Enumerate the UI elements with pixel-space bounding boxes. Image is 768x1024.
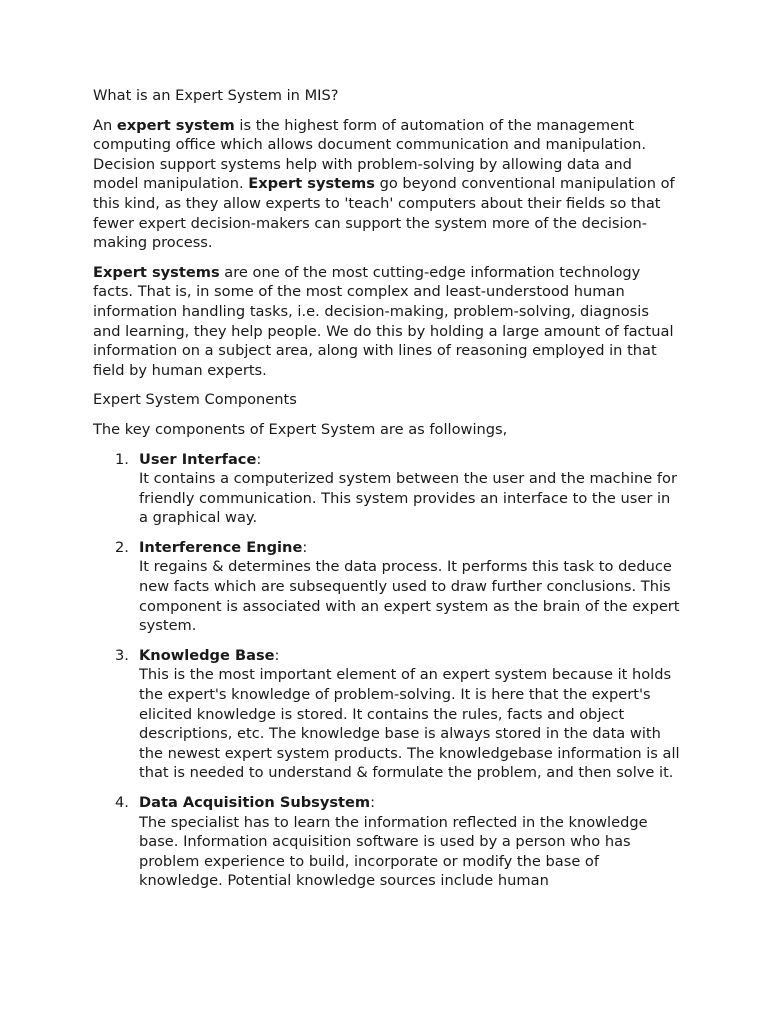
component-label: User Interface: [139, 450, 257, 468]
list-item: 4. Data Acquisition Subsystem: The specialist has to learn the information reflected in the knowledge base. Information acquisition software is used by a person who has problem experience to build, incorporate or modify the base of knowledge. Potential knowledge sources include human: [93, 793, 680, 891]
document-title: What is an Expert System in MIS?: [93, 87, 339, 104]
paragraph-intro: [93, 116, 680, 253]
components-list: [93, 450, 680, 891]
component-description: The specialist has to learn the information reflected in the knowledge base. Information acquisition software is used by a person who has problem experience to build, incorporate or modify the base of knowledge. Potential knowledge sources include human: [139, 813, 648, 890]
component-description: It regains & determines the data process. It performs this task to deduce new facts which are subsequently used to draw further conclusions. This component is associated with an expert system as the brain of the expert system.: [139, 558, 680, 635]
list-item: 2. Interference Engine: It regains & determines the data process. It performs this task to deduce new facts which are subsequently used to draw further conclusions. This component is associated with an expert system as the brain of the expert system.: [115, 538, 680, 635]
section-heading: Expert System Components: [93, 391, 297, 409]
component-label: Interference Engine: [139, 538, 303, 556]
bold-term: expert system: [116, 116, 235, 134]
component-description: It contains a computerized system between the user and the machine for friendly communication. This system provides an interface to the user in a graphical way.: [139, 470, 677, 527]
list-number: 3.: [115, 646, 129, 664]
text-run: is the highest form of automation of the management computing office which allows document communication and manipulation. Decision support systems help with problem-solving by allowing data and model manipulation.: [93, 116, 647, 193]
list-item: 3. Knowledge Base: This is the most important element of an expert system because it holds the expert's knowledge of problem-solving. It is here that the expert's elicited knowledge is stored. It contains the rules, facts and object descriptions, etc. The knowledge base is always stored in the data with the newest expert system products. The knowledgebase information is all that is needed to understand & formulate the problem, and then solve it.: [115, 646, 680, 782]
component-description: This is the most important element of an expert system because it holds the expert's knowledge of problem-solving. It is here that the expert's elicited knowledge is stored. It contains the rules, facts and object descriptions, etc. The knowledge base is always stored in the data with the newest expert system products. The knowledgebase information is all that is needed to understand & formulate the problem, and then solve it.: [139, 666, 680, 782]
list-item: 1. User Interface: It contains a computerized system between the user and the machine for friendly communication. This system provides an interface to the user in a graphical way.: [93, 450, 680, 528]
list-number: 2.: [115, 538, 129, 556]
text-run: are one of the most cutting-edge information technology facts. That is, in some of the most complex and least-understood human information handling tasks, i.e. decision-making, problem-solving, diagnosis and learning, they help people. We do this by holding a large amount of factual information on a subject area, along with lines of reasoning employed in that field by human experts.: [93, 263, 674, 379]
component-label: Data Acquisition Subsystem: [139, 794, 371, 811]
bold-term: Expert systems: [248, 175, 375, 193]
paragraph-expert-systems: [93, 263, 680, 381]
component-label: Knowledge Base: [139, 646, 275, 664]
bold-term: Expert systems: [93, 263, 220, 281]
list-number: 4.: [115, 794, 129, 811]
text-run: An: [93, 116, 117, 134]
components-intro: The key components of Expert System are as followings,: [93, 420, 508, 438]
text-run: go beyond conventional manipulation of this kind, as they allow experts to 'teach' computers about their fields so that fewer expert decision-makers can support the system more of the decision-making process.: [93, 175, 675, 252]
list-number: 1.: [115, 450, 129, 468]
